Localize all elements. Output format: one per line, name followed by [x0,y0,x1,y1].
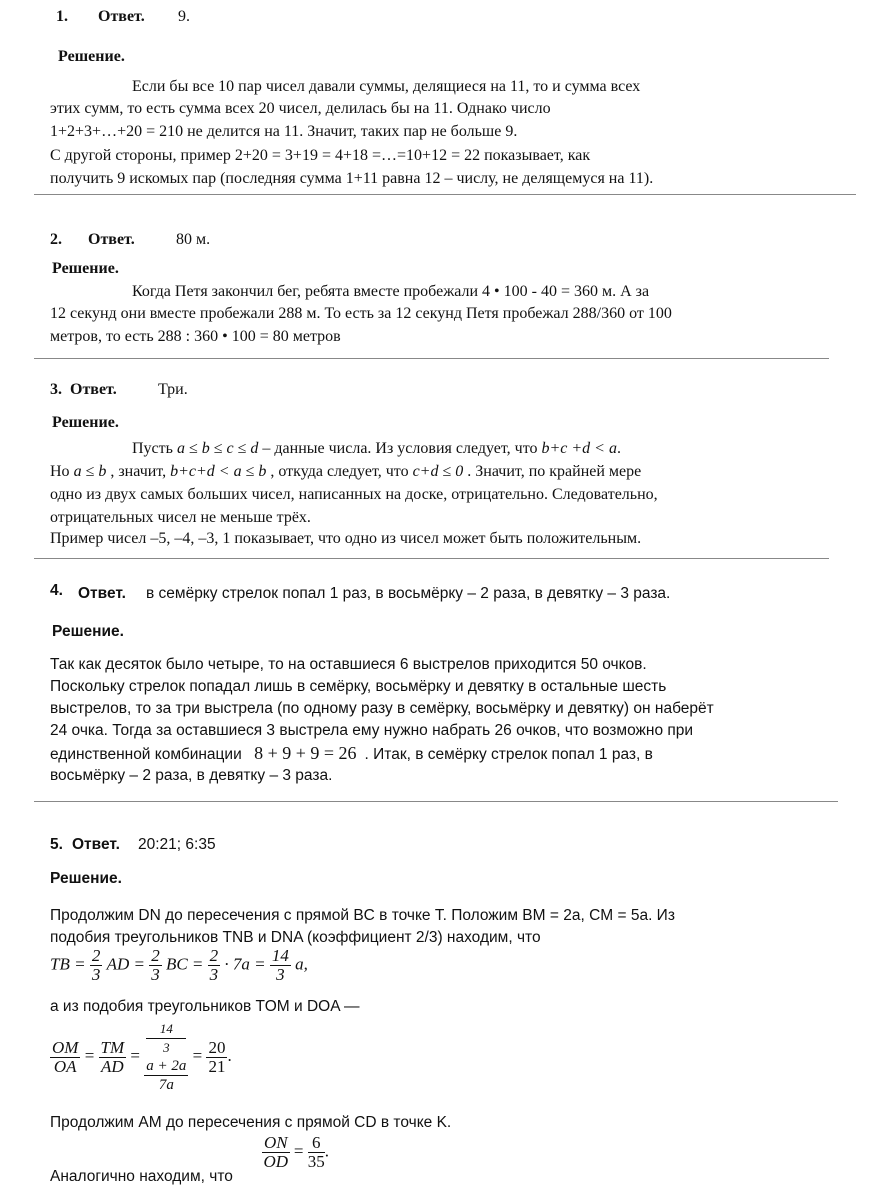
problem-1-solution-label: Решение. [58,48,125,65]
eq-text: a + 2a [146,1058,187,1074]
divider [34,558,829,559]
math: c+d ≤ 0 [412,463,464,480]
fraction [206,1039,227,1076]
fraction [270,947,291,984]
problem-1-line: Если бы все 10 пар чисел давали суммы, делящиеся на 11, то и сумма всех [132,78,641,95]
problem-3-answer-label: Ответ. [70,381,117,398]
fraction [90,947,103,984]
fraction [99,1039,127,1076]
problem-2-line: метров, то есть 288 : 360 • 100 = 80 метров [50,328,341,345]
problem-1-line: получить 9 искомых пар (последняя сумма 1+11 равна 12 – числу, не делящемуся на 11). [50,170,654,187]
problem-5-line: Аналогично находим, что [50,1168,233,1185]
denominator: 3 [91,965,101,984]
eq-text: · 7a = [224,954,266,974]
denominator: OA [53,1056,77,1076]
eq-sign: = [192,1045,203,1065]
eq-text: a, [295,954,308,974]
numerator: 20 [208,1037,226,1057]
problem-3-line-3: одно из двух самых больших чисел, написанных на доске, отрицательно. Следовательно, [50,486,658,503]
problem-5-answer: 20:21; 6:35 [138,836,216,853]
problem-5-number: 5. [50,836,63,853]
problem-2-number: 2. [50,231,62,248]
problem-5-line: а из подобия треугольников TOM и DOA — [50,998,360,1015]
problem-2-line: Когда Петя закончил бег, ребята вместе пробежали 4 • 100 - 40 = 360 м. А за [132,283,650,300]
numerator: OM [52,1037,79,1057]
numerator [144,1020,188,1076]
numerator: 2 [151,946,160,965]
eq-sign: = [84,1045,95,1065]
denominator: 7a [158,1077,174,1093]
denominator: 3 [276,965,285,984]
problem-1-line: этих сумм, то есть сумма всех 20 чисел, делилась бы на 11. Однако число [50,100,551,117]
fraction [149,947,162,984]
problem-2-answer: 80 м. [176,231,211,248]
fraction [262,1134,290,1171]
eq-text: TB = [50,954,86,974]
fraction [50,1039,80,1076]
text: . [616,440,621,457]
problem-2-line: 12 секунд они вместе пробежали 288 м. То есть за 12 секунд Петя пробежал 288/360 от 100 [50,305,672,322]
text: , откуда следует, что [266,463,413,480]
denominator: 35 [307,1152,325,1171]
problem-2-answer-label: Ответ. [88,231,135,248]
problem-1-line: 1+2+3+…+20 = 210 не делится на 11. Значит, таких пар не больше 9. [50,123,518,140]
numerator: 6 [308,1134,325,1153]
math-formula: 8 + 9 + 9 = 26 [254,743,357,763]
text: Но [50,463,74,480]
text: , значит, [106,463,171,480]
problem-3-line-1 [132,438,621,460]
numerator: 14 [146,1020,186,1039]
compound-fraction [144,1020,188,1094]
divider [34,194,856,195]
divider [34,358,829,359]
math: b+c+d < a ≤ b [170,463,267,480]
numerator: 2 [91,946,101,965]
problem-5-line: Продолжим DN до пересечения с прямой BC в точке T. Положим BM = 2a, CM = 5a. Из [50,907,675,924]
problem-4-answer-label: Ответ. [78,585,126,602]
denominator: 3 [151,965,160,984]
problem-5-answer-label: Ответ. [72,836,120,853]
text: единственной комбинации [50,746,242,763]
math: a ≤ b [73,463,107,480]
fraction [308,1134,325,1171]
problem-5-line: подобия треугольников TNB и DNA (коэффициент 2/3) находим, что [50,929,541,946]
problem-1-answer-label: Ответ. [98,8,145,25]
problem-3-answer: Три. [158,381,188,398]
equation-om-oa [50,1020,232,1094]
problem-5-line: Продолжим AM до пересечения с прямой CD в точке K. [50,1114,452,1131]
problem-3-line-5: Пример чисел –5, –4, –3, 1 показывает, что одно из чисел может быть положительным. [50,530,642,547]
eq-sign: = [293,1141,304,1161]
numerator: ON [264,1133,288,1152]
denominator: 21 [208,1056,226,1076]
problem-4-line: выстрелов, то за три выстрела (по одному разу в семёрку, восьмёрку и девятку) он наберёт [50,700,714,717]
problem-4-line-6: восьмёрку – 2 раза, в девятку – 3 раза. [50,767,333,784]
inner-fraction [146,1020,186,1057]
problem-4-line-5 [50,742,653,766]
divider [34,801,838,802]
eq-text: AD = [106,954,145,974]
problem-3-solution-label: Решение. [52,414,119,431]
denominator: 3 [163,1040,170,1055]
problem-1-answer: 9. [178,8,190,25]
text: . Значит, по крайней мере [463,463,642,480]
eq-text: . [324,1141,329,1161]
problem-4-line: Так как десяток было четыре, то на оставшиеся 6 выстрелов приходится 50 очков. [50,656,647,673]
eq-sign: = [130,1045,141,1065]
text: Пусть [132,440,177,457]
problem-3-number: 3. [50,381,62,398]
denominator: OD [263,1152,289,1171]
equation-tb [50,947,308,984]
problem-1-line: С другой стороны, пример 2+20 = 3+19 = 4+18 =…=10+12 = 22 показывает, как [50,147,591,164]
math: b+c +d < a [541,440,617,457]
problem-4-answer: в семёрку стрелок попал 1 раз, в восьмёрку – 2 раза, в девятку – 3 раза. [146,585,671,602]
numerator: 2 [209,946,219,965]
equation-on-od [262,1134,329,1171]
eq-text: BC = [165,954,204,974]
problem-1-number: 1. [56,8,68,25]
text: – данные числа. Из условия следует, что [258,440,542,457]
eq-text: . [227,1045,232,1065]
problem-5-solution-label: Решение. [50,870,122,887]
problem-3-line-2 [50,461,641,483]
text: . Итак, в семёрку стрелок попал 1 раз, в [364,746,653,763]
problem-4-number: 4. [50,582,63,599]
problem-2-solution-label: Решение. [52,260,119,277]
problem-4-solution-label: Решение. [52,623,124,640]
problem-3-line-4: отрицательных чисел не меньше трёх. [50,509,311,526]
numerator: TM [100,1037,125,1057]
denominator: AD [101,1056,124,1076]
math: a ≤ b ≤ c ≤ d [176,440,259,457]
problem-4-line: 24 очка. Тогда за оставшиеся 3 выстрела ему нужно набрать 26 очков, что возможно при [50,722,694,739]
numerator: 14 [271,946,289,965]
denominator: 3 [209,965,219,984]
fraction [208,947,221,984]
problem-4-line: Поскольку стрелок попадал лишь в семёрку, восьмёрку и девятку в остальные шесть [50,678,667,695]
